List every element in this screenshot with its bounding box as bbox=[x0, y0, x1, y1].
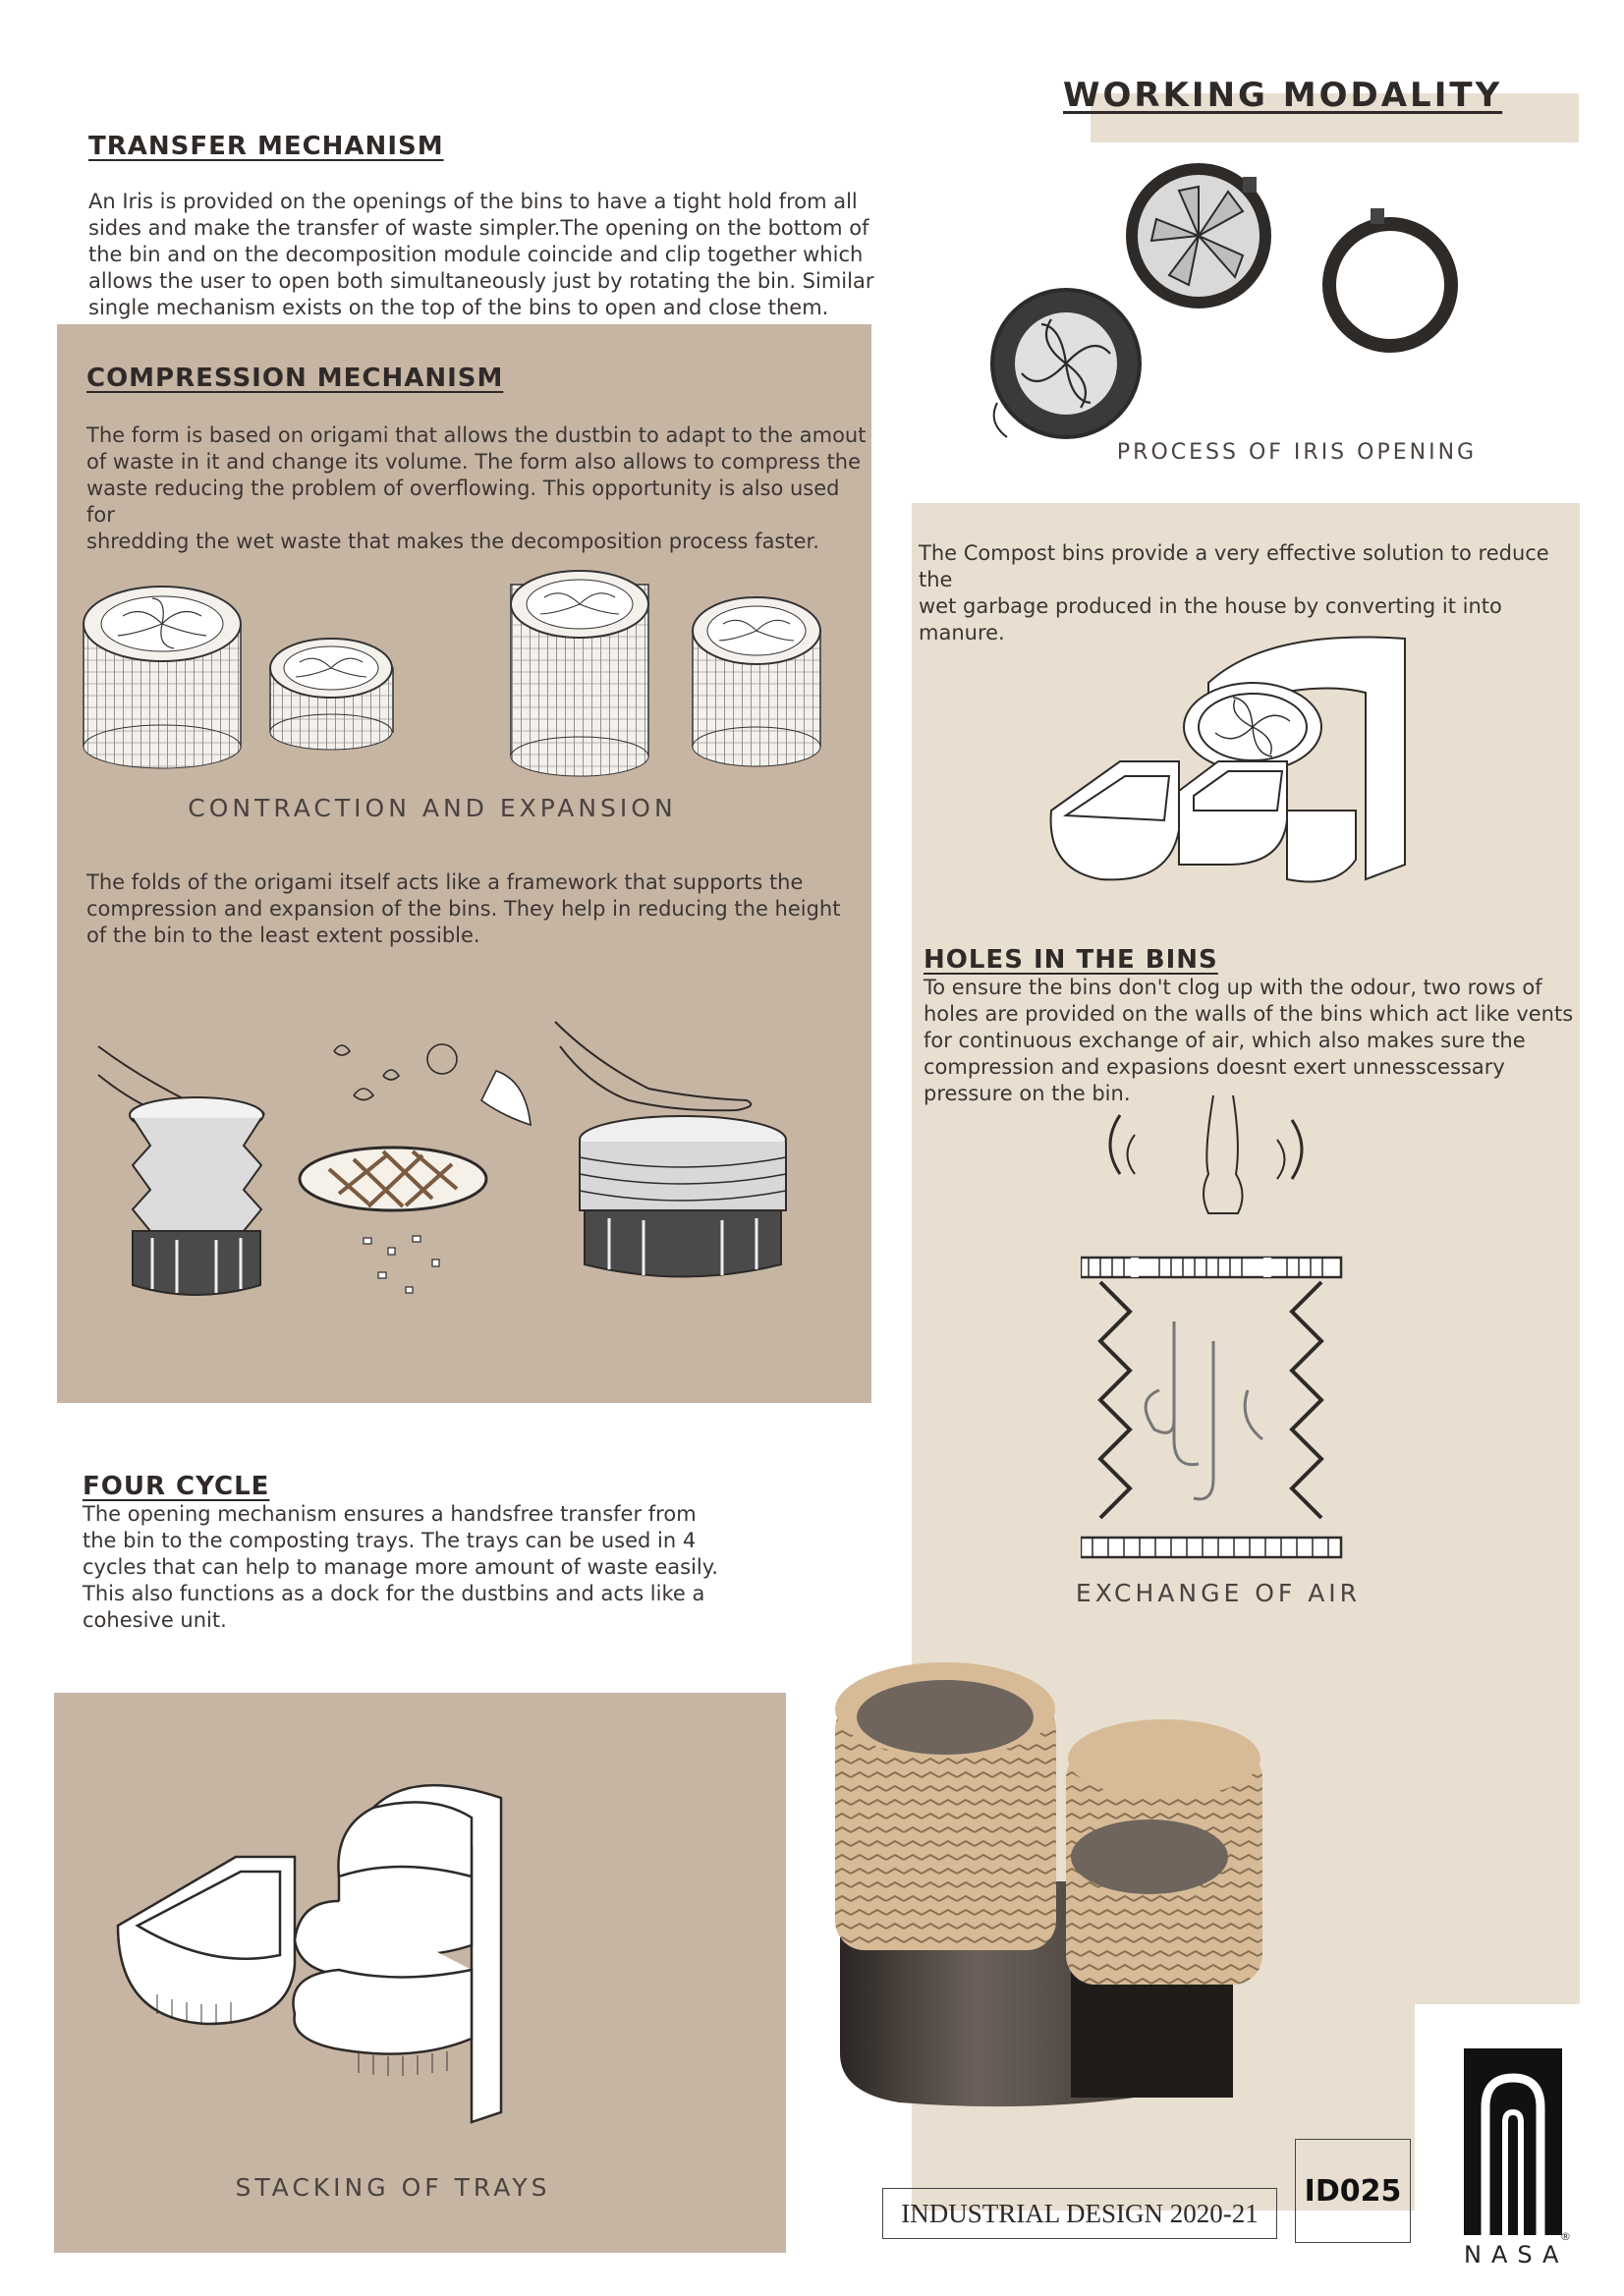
stacked-bin-left bbox=[130, 1097, 263, 1295]
text-line: compression and expasions doesnt exert unnesscessary bbox=[924, 1055, 1505, 1079]
text-line: The Compost bins provide a very effective solution to reduce the bbox=[919, 541, 1549, 591]
tall-origami-bin bbox=[835, 1662, 1056, 1950]
iris-half-open bbox=[1132, 169, 1265, 303]
bin-base-vents bbox=[1081, 1538, 1341, 1557]
text-line: The form is based on origami that allows the dustbin to adapt to the amout bbox=[86, 423, 867, 447]
origami-bins-illustration bbox=[79, 560, 845, 786]
holes-heading: HOLES IN THE BINS bbox=[924, 945, 1218, 975]
iris-closed bbox=[992, 290, 1140, 437]
zigzag-walls bbox=[1100, 1282, 1321, 1518]
origami-bin-expanded bbox=[511, 571, 648, 776]
stacking-trays-caption: STACKING OF TRAYS bbox=[235, 2173, 551, 2202]
course-label: INDUSTRIAL DESIGN 2020-21 bbox=[901, 2198, 1259, 2228]
bin-lid-vents bbox=[1081, 1258, 1341, 1277]
text-line: cohesive unit. bbox=[83, 1608, 227, 1632]
four-cycle-heading: FOUR CYCLE bbox=[83, 1472, 270, 1501]
compression-hands-illustration bbox=[93, 1002, 801, 1326]
nasa-wordmark: NASA bbox=[1464, 2241, 1569, 2268]
working-modality-title: WORKING MODALITY bbox=[1063, 76, 1503, 115]
text-line: for continuous exchange of air, which also makes sure the bbox=[924, 1029, 1526, 1052]
text-line: This also functions as a dock for the dustbins and acts like a bbox=[83, 1582, 705, 1605]
text-line: the bin to the composting trays. The trays can be used in 4 bbox=[83, 1529, 697, 1552]
product-render bbox=[815, 1660, 1287, 2122]
registered-mark: ® bbox=[1560, 2230, 1571, 2243]
text-line: compression and expansion of the bins. They help in reducing the height bbox=[86, 897, 841, 921]
text-line: cycles that can help to manage more amount of waste easily. bbox=[83, 1555, 718, 1579]
four-cycle-text bbox=[83, 1501, 770, 1634]
project-id: ID025 bbox=[1304, 2173, 1402, 2209]
waste-items bbox=[334, 1044, 531, 1125]
text-line: the bin and on the decomposition module coincide and clip together which bbox=[88, 243, 864, 266]
text-line: pressure on the bin. bbox=[924, 1082, 1131, 1105]
nasa-logo bbox=[1464, 2048, 1572, 2284]
text-line: shredding the wet waste that makes the decomposition process faster. bbox=[86, 530, 819, 553]
text-line: single mechanism exists on the top of the bins to open and close them. bbox=[88, 296, 829, 319]
iris-opening-caption: PROCESS OF IRIS OPENING bbox=[1116, 440, 1478, 465]
origami-bin-contracted bbox=[270, 639, 393, 750]
tray-drawer-3 bbox=[1287, 811, 1356, 882]
text-line: waste reducing the problem of overflowing. This opportunity is also used for bbox=[86, 476, 840, 527]
stacking-trays-illustration bbox=[98, 1768, 589, 2142]
transfer-mechanism-text bbox=[88, 189, 874, 321]
text-line: of the bin to the least extent possible. bbox=[86, 924, 480, 947]
compression-mechanism-text bbox=[86, 422, 872, 555]
text-line: An Iris is provided on the openings of the bins to have a tight hold from all bbox=[88, 190, 858, 213]
tray-bottom bbox=[293, 1970, 472, 2054]
text-line: The opening mechanism ensures a handsfree transfer from bbox=[83, 1502, 697, 1526]
origami-bin-medium-2 bbox=[693, 597, 820, 766]
text-line: of waste in it and change its volume. The form also allows to compress the bbox=[86, 450, 862, 474]
stacked-bin-right bbox=[580, 1116, 786, 1277]
nasa-arch-icon bbox=[1464, 2048, 1562, 2235]
iris-open-ring bbox=[1329, 208, 1451, 346]
holes-text bbox=[924, 975, 1592, 1107]
text-line: The folds of the origami itself acts like a framework that supports the bbox=[86, 870, 804, 894]
exchange-of-air-caption: EXCHANGE OF AIR bbox=[1075, 1579, 1362, 1607]
grid-tray bbox=[300, 1148, 486, 1210]
iris-opening-illustration bbox=[978, 147, 1469, 462]
transfer-mechanism-heading: TRANSFER MECHANISM bbox=[88, 132, 444, 161]
compression-mechanism-heading: COMPRESSION MECHANISM bbox=[86, 364, 504, 393]
contraction-expansion-caption: CONTRACTION AND EXPANSION bbox=[188, 794, 677, 822]
text-line: To ensure the bins don't clog up with the odour, two rows of bbox=[924, 976, 1542, 999]
text-line: holes are provided on the walls of the bins which act like vents bbox=[924, 1002, 1574, 1026]
project-id-box bbox=[1295, 2139, 1411, 2243]
short-origami-bin bbox=[1066, 1719, 1262, 1985]
shredded-bits bbox=[364, 1236, 439, 1293]
text-line: wet garbage produced in the house by converting it into manure. bbox=[919, 594, 1502, 644]
compost-dock-illustration bbox=[1041, 614, 1444, 909]
hand-pressing-sketch bbox=[1204, 1095, 1243, 1213]
origami-folds-text bbox=[86, 869, 872, 949]
course-label-box bbox=[882, 2188, 1277, 2239]
text-line: sides and make the transfer of waste simpler.The opening on the bottom of bbox=[88, 216, 869, 240]
air-exchange-illustration bbox=[1081, 1095, 1346, 1567]
text-line: allows the user to open both simultaneously just by rotating the bin. Similar bbox=[88, 269, 874, 293]
air-flow-lines bbox=[1146, 1321, 1262, 1499]
hand-right-sketch bbox=[555, 1022, 751, 1110]
origami-bin-medium bbox=[84, 587, 241, 768]
